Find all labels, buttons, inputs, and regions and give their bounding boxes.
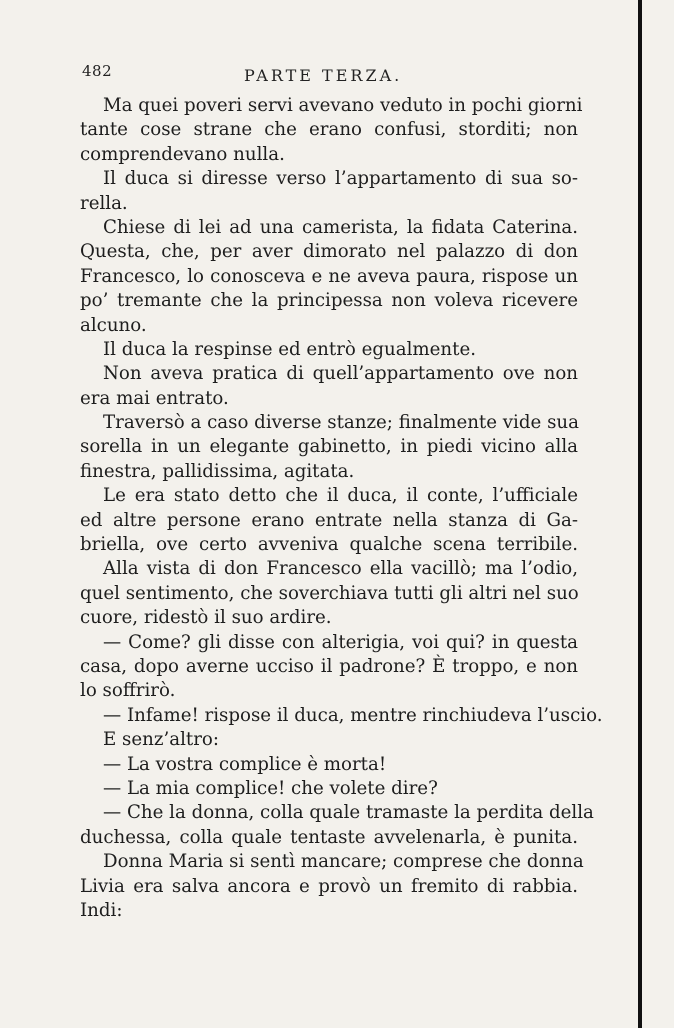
text-line: Francesco, lo conosceva e ne aveva paura, rispose un bbox=[80, 265, 578, 287]
text-line: Traversò a caso diverse stanze; finalmente vide sua bbox=[103, 412, 579, 434]
text-line: lo soffrirò. bbox=[80, 680, 176, 702]
text-line: E senz’altro: bbox=[103, 729, 219, 751]
text-line: era mai entrato. bbox=[80, 387, 229, 409]
text-line: po’ tremante che la principessa non voleva ricevere bbox=[80, 290, 578, 312]
text-line: duchessa, colla quale tentaste avvelenarla, è punita. bbox=[80, 826, 578, 848]
body-text bbox=[80, 94, 603, 923]
text-line: Chiese di lei ad una camerista, la fidata Caterina. bbox=[103, 216, 578, 238]
text-line: — Infame! rispose il duca, mentre rinchiudeva l’uscio. bbox=[103, 704, 603, 726]
text-line: Il duca si diresse verso l’appartamento di sua so- bbox=[103, 168, 578, 190]
text-line: casa, dopo averne ucciso il padrone? È troppo, e non bbox=[80, 655, 578, 677]
page-header bbox=[82, 60, 602, 90]
text-line: quel sentimento, che soverchiava tutti gli altri nel suo bbox=[80, 582, 579, 604]
text-line: — La vostra complice è morta! bbox=[103, 753, 387, 775]
text-line: Indi: bbox=[80, 899, 123, 921]
page-binding-edge bbox=[638, 0, 642, 1028]
running-head: PARTE TERZA. bbox=[244, 66, 403, 85]
text-line: Questa, che, per aver dimorato nel palazzo di don bbox=[80, 241, 578, 263]
text-line: alcuno. bbox=[80, 314, 147, 336]
text-line: finestra, pallidissima, agitata. bbox=[80, 460, 355, 482]
text-line: rella. bbox=[80, 192, 128, 214]
text-line: Alla vista di don Francesco ella vacillò; ma l’odio, bbox=[103, 558, 578, 580]
text-line: — La mia complice! che volete dire? bbox=[103, 777, 438, 799]
text-line: Ma quei poveri servi avevano veduto in pochi giorni bbox=[103, 95, 583, 116]
text-line: briella, ove certo avveniva qualche scena terribile. bbox=[80, 534, 578, 556]
text-line: — Che la donna, colla quale tramaste la perdita della bbox=[103, 802, 594, 824]
text-line: Donna Maria si sentì mancare; comprese che donna bbox=[103, 851, 584, 873]
text-line: — Come? gli disse con alterigia, voi qui? in questa bbox=[103, 631, 578, 653]
text-line: Livia era salva ancora e provò un fremito di rabbia. bbox=[80, 875, 578, 897]
text-line: cuore, ridestò il suo ardire. bbox=[80, 607, 332, 629]
text-line: Non aveva pratica di quell’appartamento ove non bbox=[103, 363, 578, 385]
text-line: comprendevano nulla. bbox=[80, 143, 285, 165]
text-line: ed altre persone erano entrate nella stanza di Ga- bbox=[80, 509, 578, 531]
text-line: sorella in un elegante gabinetto, in piedi vicino alla bbox=[80, 436, 578, 458]
text-line: Le era stato detto che il duca, il conte, l’ufficiale bbox=[103, 485, 578, 507]
text-line: Il duca la respinse ed entrò egualmente. bbox=[103, 338, 476, 360]
text-line: tante cose strane che erano confusi, storditi; non bbox=[80, 119, 578, 141]
page-number: 482 bbox=[82, 62, 113, 80]
